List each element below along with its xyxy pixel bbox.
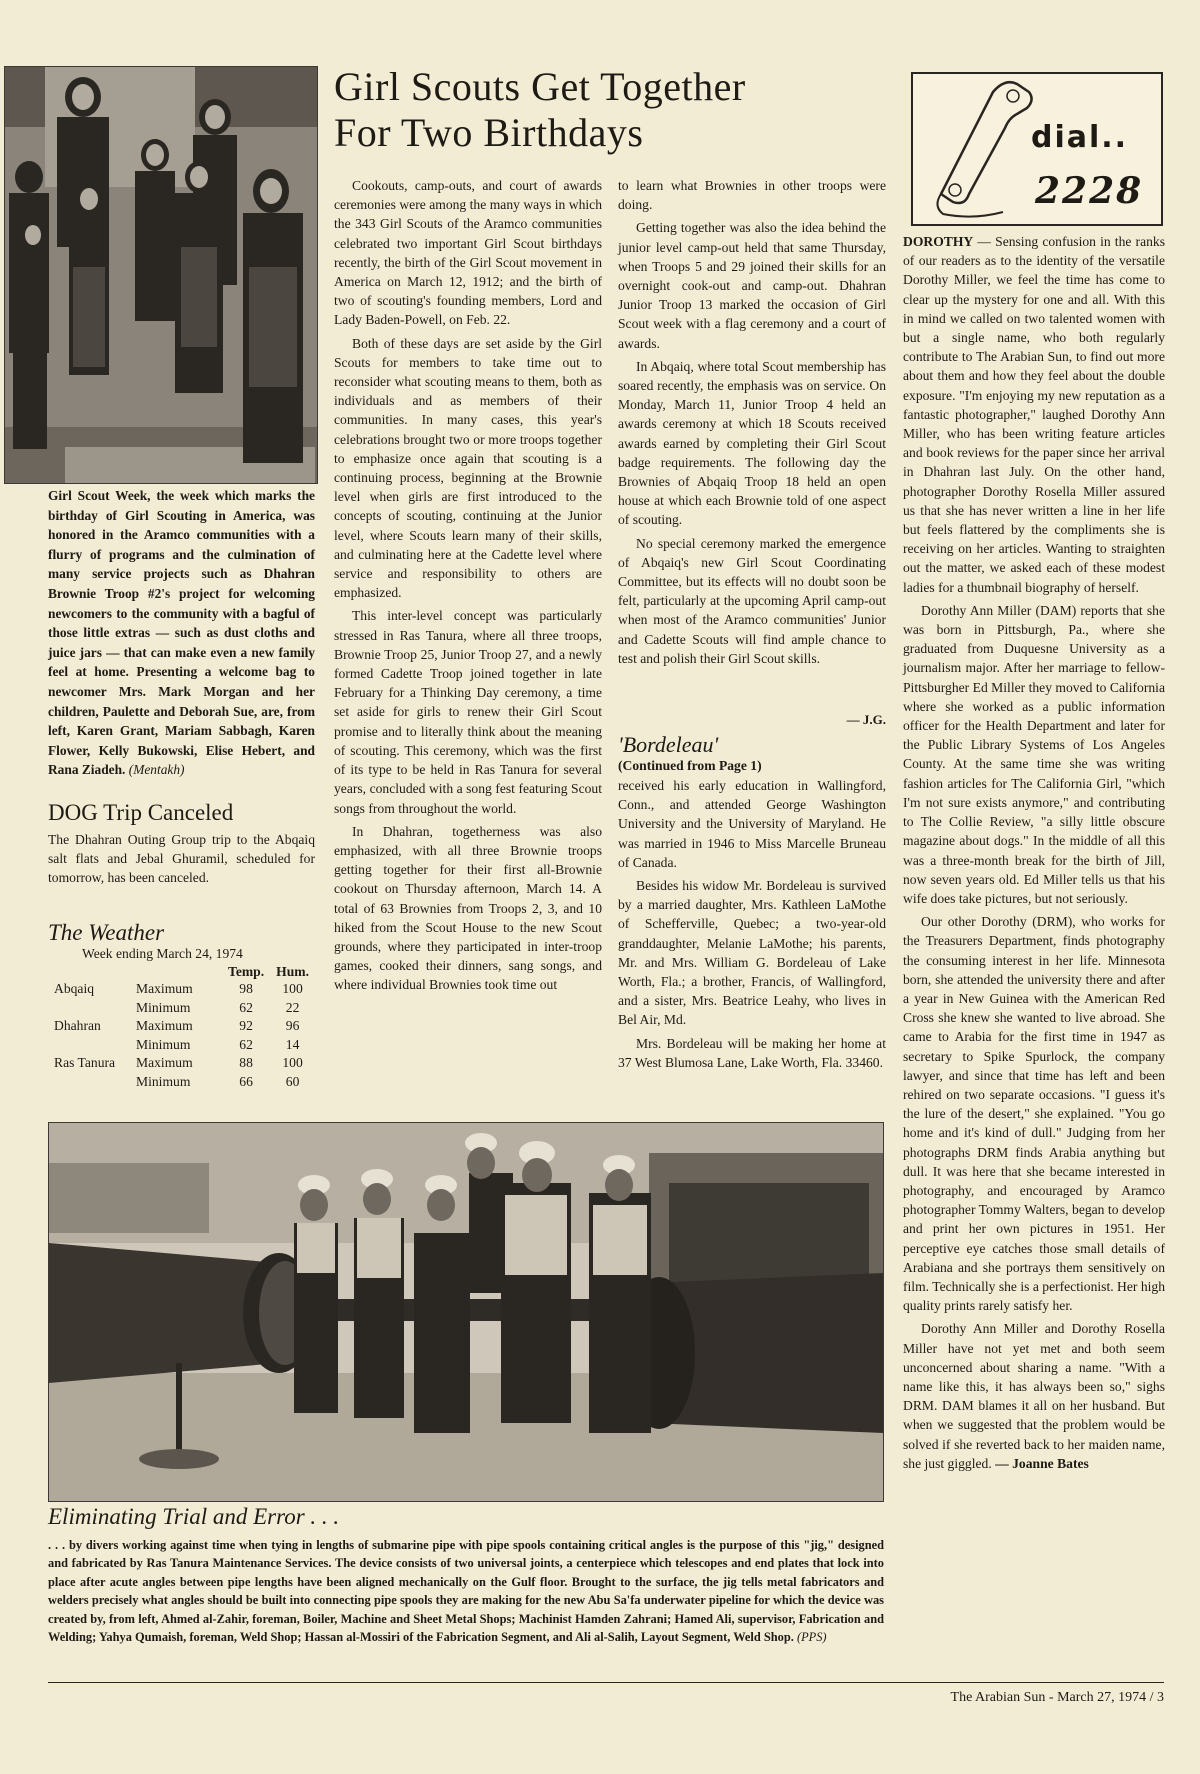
scouts-paragraph: Both of these days are set aside by the Girl Scouts for members to take time out to reconsider what scouting means to them, both as individuals and as members of their communities. In many cases, this year's celebrations brought two or more troops together to emphasize once again that scouting is a continuing process, beginning at the Brownie level when girls are first introduced to the concepts of scouting, continuing at the Junior level, where Scouts learn many of their skills, and culminating here at the Cadette level where service and responsibility to others are emphasized.: [334, 335, 602, 601]
dorothy-signature: — Joanne Bates: [995, 1455, 1089, 1471]
dorothy-paragraph-1: Dorothy Ann Miller (DAM) reports that she was born in Pittsburgh, Pa., where she graduated from Duquesne University as a journalism major. After her marriage to fellow-Pittsburgher Ed Miller they moved to California where she worked as a public information officer for the Health Department and later for the Public Library Systems of Los Angeles County. At the same time she was writing fashion articles for The California Girl, "which I'm not sure exists anymore," and contributing to The Collie Review, "a silly little obscure magazine about dogs." In the middle of all this was a three-month break for the birth of Jill, now seven years old. Ed Miller tells us that his wife does take pictures, but not seriously.: [903, 602, 1165, 906]
weather-row: [48, 1036, 315, 1055]
dorothy-paragraph-0: — Sensing confusion in the ranks of our readers as to the identity of the versatile Dorothy Miller, we feel the time has come to clear up the mystery for one and all. With this in mind we called on two talented women with but a single name, who both regularly contribute to The Arabian Sun, to find out more about them and how they feel about the double exposure. "I'm enjoying my new reputation as a fantastic photographer," laughed Dorothy Ann Miller, who has been writing feature articles and book reviews for the paper since her arrival in Dhahran last July. On the other hand, photographer Dorothy Rosella Miller assured us that she has never written a line in her life but feels flattered by the compliments she is receiving on her articles. Wanting to straighten out the matter, we asked each of these modest ladies for a thumbnail biography of herself.: [903, 234, 1165, 595]
headline-line-1: Girl Scouts Get Together: [334, 64, 746, 109]
pipe-caption-text: . . . by divers working against time when tying in lengths of submarine pipe with pipe spools containing critical angles is the purpose of this "jig," designed and fabricated by Ras Tanura Maintenance Services. The device consists of two universal joints, a centerpiece which telescopes and end plates that lock into place after acute angles between pipe lengths have been aligned mechanically on the Gulf floor. Brought to the surface, the jig tells metal fabricators and welders precisely what angles should be built into connecting pipe spools they are making for the new Abu Sa'fa underwater pipeline for which the device was created by, from left, Ahmed al-Zahir, foreman, Boiler, Machine and Sheet Metal Shops; Machinist Hamden Zahrani; Hamed Ali, supervisor, Fabrication and Welding; Yahya Qumaish, foreman, Weld Shop; Hassan al-Mossiri of the Fabrication Segment, and Ali al-Salih, Layout Segment, Weld Shop.: [48, 1538, 884, 1645]
weather-place: [48, 999, 130, 1018]
weather-box: [48, 920, 315, 1091]
hum-header: Hum.: [276, 964, 309, 979]
pipe-caption-title: Eliminating Trial and Error . . .: [48, 1504, 340, 1529]
weather-place: Dhahran: [54, 1018, 101, 1033]
pipe-caption: [48, 1504, 884, 1646]
weather-temp: 98: [239, 981, 253, 996]
scouts-signature: — J.G.: [846, 712, 886, 727]
weather-kind: Maximum: [136, 981, 193, 996]
girl-scouts-caption: [48, 486, 315, 780]
weather-hum: 22: [285, 999, 300, 1015]
weather-row: [48, 1073, 315, 1092]
weather-place: [48, 1073, 130, 1092]
weather-row: [48, 1054, 315, 1073]
weather-hum: 96: [285, 1018, 300, 1033]
weather-table: [48, 964, 315, 1091]
photo-credit: (Mentakh): [128, 762, 185, 778]
scouts-paragraph: No special ceremony marked the emergence of Abqaiq's new Girl Scout Coordinating Committee, but its effects will no doubt soon be felt, particularly at the upcoming April camp-out when most of the Aramco communities' Junior and Cadette Scouts will find ample chance to test and polish their Girl Scout skills.: [618, 535, 886, 666]
scouts-headline: [334, 64, 894, 156]
pipe-jig-photo: [48, 1122, 884, 1502]
headline-line-2: For Two Birthdays: [334, 110, 644, 155]
weather-place: Abqaiq: [54, 981, 95, 996]
weather-kind: Maximum: [136, 1055, 193, 1070]
weather-kind: Maximum: [136, 1018, 193, 1033]
caption-text: Girl Scout Week, the week which marks the birthday of Girl Scouting in America, was honored in the Aramco communities with a flurry of programs and the culmination of many service projects such as Dhahran Brownie Troop #2's project for welcoming newcomers to the community with a bagful of those little extras — such as dust cloths and juice jars — that can make even a new family feel at home. Presenting a welcome bag to newcomer Mrs. Mark Morgan and her children, Paulette and Deborah Sue, are, from left, Karen Grant, Mariam Sabbagh, Karen Flower, Kelly Bukowski, Elise Hebert, and Rana Ziadeh.: [48, 488, 315, 778]
page-footer: The Arabian Sun - March 27, 1974 / 3: [950, 1690, 1164, 1705]
dorothy-article: [903, 232, 1165, 1477]
weather-temp: 88: [239, 1055, 253, 1070]
bordeleau-title: 'Bordeleau': [618, 732, 719, 757]
bordeleau-paragraph: Mrs. Bordeleau will be making her home at 37 West Blumosa Lane, Lake Worth, Fla. 33460.: [618, 1035, 886, 1070]
weather-place: [48, 1036, 130, 1055]
weather-kind: Minimum: [136, 999, 191, 1015]
weather-title: The Weather: [48, 920, 165, 945]
weather-subtitle: Week ending March 24, 1974: [82, 946, 243, 961]
footer-rule: [48, 1682, 1164, 1683]
dog-trip-article: [48, 800, 315, 888]
dial-2228-logo: [911, 72, 1163, 226]
scouts-article-column-1: [334, 176, 602, 999]
bordeleau-paragraph: Besides his widow Mr. Bordeleau is survived by a married daughter, Mrs. Kathleen LaMothe of Schefferville, Quebec; a two-year-old granddaughter, Melanie LaMothe; his parents, Mr. and Mrs. William G. Bordeleau of Lake Worth, Fla.; a brother, Francis, of Wallingford, and a sister, Mrs. Beatrice Leahy, who lives in Bel Air, Md.: [618, 878, 886, 1028]
pipe-photo-credit: (PPS): [796, 1630, 827, 1645]
scouts-paragraph: In Dhahran, togetherness was also emphasized, with all three Brownie troops getting together for their first all-Brownie cookout on Thursday afternoon, March 14. A total of 63 Brownies from Troops 2, 3, and 10 hiked from the Scout House to the new Scout grounds, where they participated in inter-troop games, cooked their dinners, sang songs, and where individual Brownies took time out: [334, 823, 602, 993]
scouts-paragraph: This inter-level concept was particularly stressed in Ras Tanura, where all three troops, Brownie Troop 25, Junior Troop 27, and a newly formed Cadette Troop joined together in late February for a Thinking Day ceremony, a time set aside for girls to renew their Girl Scout promise and to literally think about the meaning of scouting. This ceremony, which was the first of its type to be held in Ras Tanura for several years, concluded with a song fest featuring Scout songs from throughout the world.: [334, 608, 602, 816]
dorothy-paragraph-2: Our other Dorothy (DRM), who works for the Treasurers Department, finds photography the consuming interest in her life. Minnesota born, she attended the university there and after a year in New Guinea with the American Red Cross she knew she wanted to live abroad. She came to Arabia for the first time in 1947 as secretary to Spike Spurlock, the company lawyer, and since that time has left and been rehired on two separate occasions. "I guess it's the lure of the desert," she explained. "You go home and it's kind of dull." Judging from her photographs DRM finds Arabia anything but dull. It was here that she became interested in photography, and encouraged by Aramco photographer Tommy Walters, began to develop and print her own pictures in 1951. Her perceptive eye catches those small details of Arabiana and she portrays them sensitively on film. Technically she is a perfectionist. Her high quality prints rarely satisfy her.: [903, 914, 1165, 1314]
scouts-paragraph: to learn what Brownies in other troops were doing.: [618, 178, 886, 213]
bordeleau-paragraph: received his early education in Wallingford, Conn., and attended George Washington University and the University of Maryland. He was married in 1946 to Miss Marcelle Bruneau of Canada.: [618, 778, 886, 870]
weather-hum: 100: [282, 1055, 303, 1070]
weather-kind: Minimum: [136, 1073, 191, 1089]
bordeleau-continued: (Continued from Page 1): [618, 758, 762, 773]
weather-temp: 92: [239, 1018, 253, 1033]
scouts-article-column-2: [618, 176, 886, 672]
dial-number: 2228: [1035, 170, 1144, 212]
weather-hum: 100: [282, 981, 303, 996]
temp-header: Temp.: [228, 964, 265, 979]
dorothy-lead: DOROTHY: [903, 234, 974, 249]
scouts-paragraph: In Abqaiq, where total Scout membership has soared recently, the emphasis was on service. On Monday, March 11, Junior Troop 4 held an awards ceremony at which 18 Scouts received awards earned by completing their Girl Scout badge requirements. The following day the Brownies of Abqaiq Troop 18 held an open house at which each Brownie told of one aspect of scouting.: [618, 358, 886, 528]
weather-temp: 66: [239, 1073, 253, 1089]
bordeleau-body: [618, 776, 886, 1072]
weather-hum: 60: [285, 1073, 300, 1089]
bordeleau-article: [618, 732, 886, 1076]
scouts-paragraph: Cookouts, camp-outs, and court of awards ceremonies were among the many ways in which the 343 Girl Scouts of the Aramco communities celebrated two important Girl Scout birthdays recently, the birth of the Girl Scout movement in America on March 12, 1912; and the birth of two of scouting's founding members, Lord and Lady Baden-Powell, on Feb. 22.: [334, 178, 602, 328]
dog-trip-title: DOG Trip Canceled: [48, 800, 234, 825]
weather-temp: 62: [239, 1036, 253, 1052]
weather-row: [48, 999, 315, 1018]
weather-place: Ras Tanura: [54, 1055, 116, 1070]
weather-row: [48, 980, 315, 999]
dorothy-paragraph-3: [903, 1319, 1165, 1473]
dorothy-paragraph-3-text: Dorothy Ann Miller and Dorothy Rosella Miller have not yet met and both seem unconcerned about sharing a name. "With a name like this, it has always been so," sighs DRM. DAM blames it all on her husband. But when we suggested that the problem would be solved if she reverted back to her maiden name, she just giggled.: [903, 1321, 1165, 1471]
dial-word: dial..: [1031, 120, 1129, 155]
dog-trip-text: The Dhahran Outing Group trip to the Abqaiq salt flats and Jebal Ghuramil, scheduled for tomorrow, has been canceled.: [48, 832, 315, 886]
weather-hum: 14: [285, 1036, 300, 1052]
weather-temp: 62: [239, 999, 253, 1015]
girl-scouts-photo: [4, 66, 318, 484]
weather-kind: Minimum: [136, 1036, 191, 1052]
scouts-paragraph: Getting together was also the idea behind the junior level camp-out held that same Thursday, when Troops 5 and 29 joined their skills for an overnight cook-out and camp-out. Dhahran Junior Troop 13 marked the occasion of Girl Scout week with a flag ceremony and a court of awards.: [618, 220, 886, 351]
weather-row: [48, 1017, 315, 1036]
